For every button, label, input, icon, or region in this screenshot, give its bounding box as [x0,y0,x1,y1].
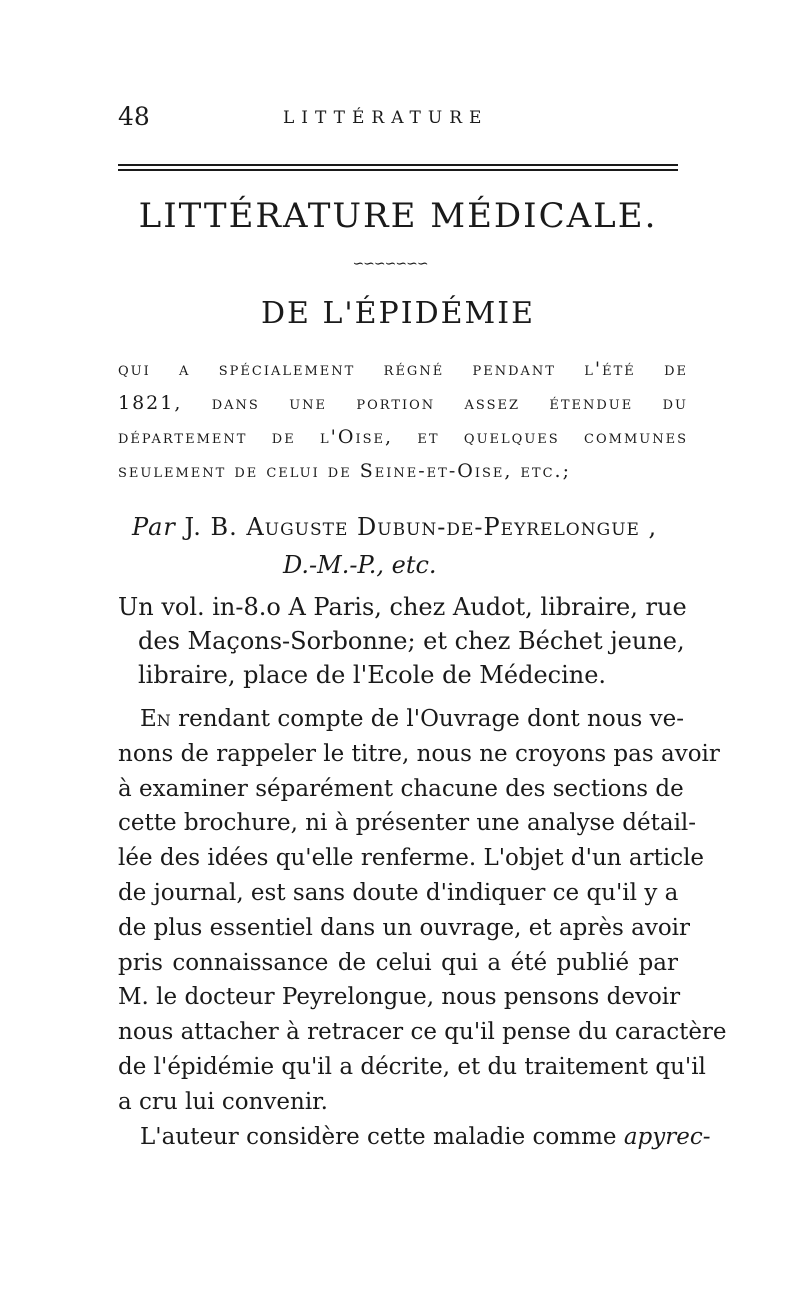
author-credentials: D.-M.-P., etc. [283,551,437,579]
body-text [118,702,727,1154]
running-head [118,102,678,142]
body-line: de l'épidémie qu'il a décrite, et du traitement qu'il [118,1053,706,1080]
publication-info [118,590,687,692]
body-line: de plus essentiel dans un ouvrage, et après avoir [118,914,691,941]
section-title: LITTÉRATURE MÉDICALE. [138,196,658,236]
publication-line: des Maçons-Sorbonne; et chez Béchet jeune, [138,627,685,655]
author-par: Par [132,513,176,541]
body-line: de journal, est sans doute d'indiquer ce qu'il y a [118,879,679,906]
page-number: 48 [118,102,150,131]
subtitle-line: 1821, dans une portion assez étendue du [118,392,688,414]
article-title: DE L'ÉPIDÉMIE [260,296,535,331]
body-line: lée des idées qu'elle renferme. L'objet d'un article [118,845,705,872]
author-block [118,508,678,584]
subtitle-line: qui a spécialement régné pendant l'été de [118,358,688,380]
initial-word: En [140,706,171,732]
body-line: L'auteur considère cette maladie comme apyrec- [140,1123,711,1150]
subtitle-line: seulement de celui de Seine-et-Oise, etc.; [118,460,571,482]
publication-line: Un vol. in-8.o A Paris, chez Audot, libraire, rue [118,593,687,621]
body-line: cette brochure, ni à présenter une analyse détail- [118,810,697,837]
body-line: a cru lui convenir. [118,1088,328,1115]
author-line [118,508,678,546]
body-line: pris connaissance de celui qui a été publié par [118,949,678,976]
author-name: J. B. Auguste Dubun-de-Peyrelongue , [184,513,658,541]
body-line: nous attacher à retracer ce qu'il pense du caractère [118,1019,727,1046]
header-double-rule [118,164,678,171]
body-line: à examiner séparément chacune des sections de [118,775,684,802]
subtitle-line: département de l'Oise, et quelques communes [118,426,688,448]
running-title: LITTÉRATURE [283,108,489,128]
body-line: En rendant compte de l'Ouvrage dont nous ve- [140,706,684,732]
ornament-divider: ∽∽∽∽∽∽∽ [352,256,428,272]
body-line: M. le docteur Peyrelongue, nous pensons devoir [118,984,681,1011]
article-subtitle [118,352,688,488]
body-line: nons de rappeler le titre, nous ne croyons pas avoir [118,740,720,767]
publication-line: libraire, place de l'Ecole de Médecine. [138,661,607,689]
